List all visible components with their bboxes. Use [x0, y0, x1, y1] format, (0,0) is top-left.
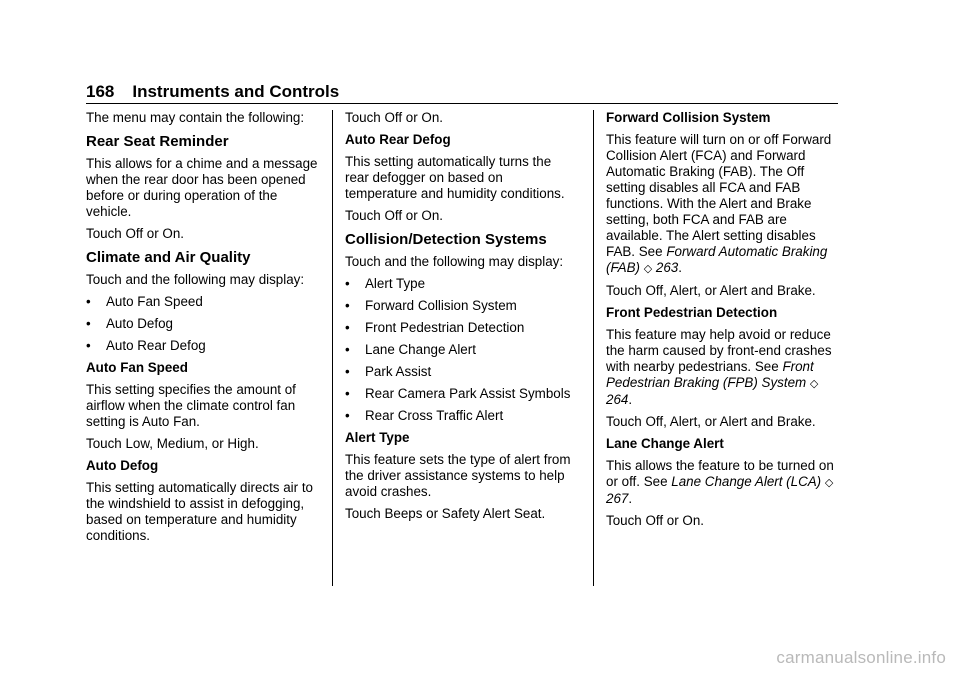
list-item: • Auto Rear Defog	[86, 338, 206, 353]
bullet-icon: •	[345, 408, 350, 423]
page-reference[interactable]: 267	[606, 491, 629, 506]
climate-heading: Climate and Air Quality	[86, 249, 251, 266]
column-divider-2	[593, 110, 594, 586]
list-item: • Rear Camera Park Assist Symbols	[345, 386, 571, 401]
rear-seat-reminder-heading: Rear Seat Reminder	[86, 133, 229, 150]
page-ref-icon: ◇	[809, 378, 819, 390]
lane-change-touch: Touch Off or On.	[606, 513, 704, 528]
alert-type-touch: Touch Beeps or Safety Alert Seat.	[345, 506, 546, 521]
forward-collision-heading: Forward Collision System	[606, 110, 771, 125]
site-watermark: carmanualsonline.info	[776, 648, 946, 667]
list-item: • Alert Type	[345, 276, 426, 291]
rear-seat-reminder-touch: Touch Off or On.	[86, 226, 184, 241]
auto-defog-touch: Touch Off or On.	[345, 110, 443, 125]
auto-rear-defog-body: This setting automatically turns the rear defogger on based on temperature and humidity conditions.	[345, 154, 565, 201]
header-rule	[86, 103, 838, 104]
climate-intro: Touch and the following may display:	[86, 272, 305, 287]
cross-reference-link[interactable]: Forward Automatic Braking (FAB)	[606, 244, 828, 275]
cross-reference-link[interactable]: Lane Change Alert (LCA)	[671, 474, 822, 489]
bullet-icon: •	[345, 276, 350, 291]
auto-rear-defog-heading: Auto Rear Defog	[345, 132, 451, 147]
menu-intro: The menu may contain the following:	[86, 110, 305, 125]
bullet-icon: •	[345, 342, 350, 357]
auto-fan-speed-touch: Touch Low, Medium, or High.	[86, 436, 259, 451]
forward-collision-touch: Touch Off, Alert, or Alert and Brake.	[606, 283, 816, 298]
page-header	[86, 80, 339, 104]
alert-type-heading: Alert Type	[345, 430, 410, 445]
bullet-icon: •	[86, 294, 91, 309]
auto-fan-speed-heading: Auto Fan Speed	[86, 360, 188, 375]
collision-intro: Touch and the following may display:	[345, 254, 564, 269]
front-pedestrian-heading: Front Pedestrian Detection	[606, 305, 778, 320]
bullet-icon: •	[345, 386, 350, 401]
list-item: • Rear Cross Traffic Alert	[345, 408, 504, 423]
column-2	[345, 110, 577, 528]
section-title: Instruments and Controls	[132, 82, 340, 101]
list-item: • Park Assist	[345, 364, 432, 379]
auto-defog-body: This setting automatically directs air to the windshield to assist in defogging, based on temperature and humidity conditions.	[86, 480, 313, 543]
page-reference[interactable]: 263	[655, 260, 679, 275]
page-ref-icon: ◇	[643, 263, 653, 275]
list-item: • Front Pedestrian Detection	[345, 320, 525, 335]
front-pedestrian-body: This feature may help avoid or reduce the harm caused by front-end crashes with nearby pedestrians. See Front Pedestrian Braking (FPB) System ◇ 264.	[606, 327, 832, 407]
cross-reference-link[interactable]: Front Pedestrian Braking (FPB) System	[606, 359, 814, 390]
list-item: • Lane Change Alert	[345, 342, 476, 357]
bullet-icon: •	[86, 338, 91, 353]
column-divider-1	[332, 110, 333, 586]
page-number: 168	[86, 82, 115, 101]
auto-fan-speed-body: This setting specifies the amount of airflow when the climate control fan setting is Auto Fan.	[86, 382, 296, 429]
rear-seat-reminder-body: This allows for a chime and a message when the rear door has been opened before or during operation of the vehicle.	[86, 156, 318, 219]
bullet-icon: •	[345, 298, 350, 313]
column-3	[606, 110, 838, 535]
lane-change-body: This allows the feature to be turned on or off. See Lane Change Alert (LCA) ◇ 267.	[606, 458, 834, 506]
alert-type-body: This feature sets the type of alert from the driver assistance systems to help avoid crashes.	[345, 452, 571, 499]
bullet-icon: •	[345, 364, 350, 379]
lane-change-heading: Lane Change Alert	[606, 436, 724, 451]
list-item: • Auto Fan Speed	[86, 294, 203, 309]
list-item: • Auto Defog	[86, 316, 173, 331]
bullet-icon: •	[86, 316, 91, 331]
column-1	[86, 110, 318, 550]
auto-defog-heading: Auto Defog	[86, 458, 159, 473]
collision-detection-heading: Collision/Detection Systems	[345, 231, 547, 248]
page-reference[interactable]: 264	[606, 392, 629, 407]
auto-rear-defog-touch: Touch Off or On.	[345, 208, 443, 223]
bullet-icon: •	[345, 320, 350, 335]
page-ref-icon: ◇	[824, 477, 834, 489]
list-item: • Forward Collision System	[345, 298, 517, 313]
front-pedestrian-touch: Touch Off, Alert, or Alert and Brake.	[606, 414, 816, 429]
forward-collision-body: This feature will turn on or off Forward Collision Alert (FCA) and Forward Automatic Braking (FAB). The Off setting disables all FCA and FAB functions. With the Alert and Brake setting, both FCA and FAB are available. The Alert setting disables FAB. See Forward Automatic Braking (FAB) ◇ 263.	[606, 132, 832, 275]
